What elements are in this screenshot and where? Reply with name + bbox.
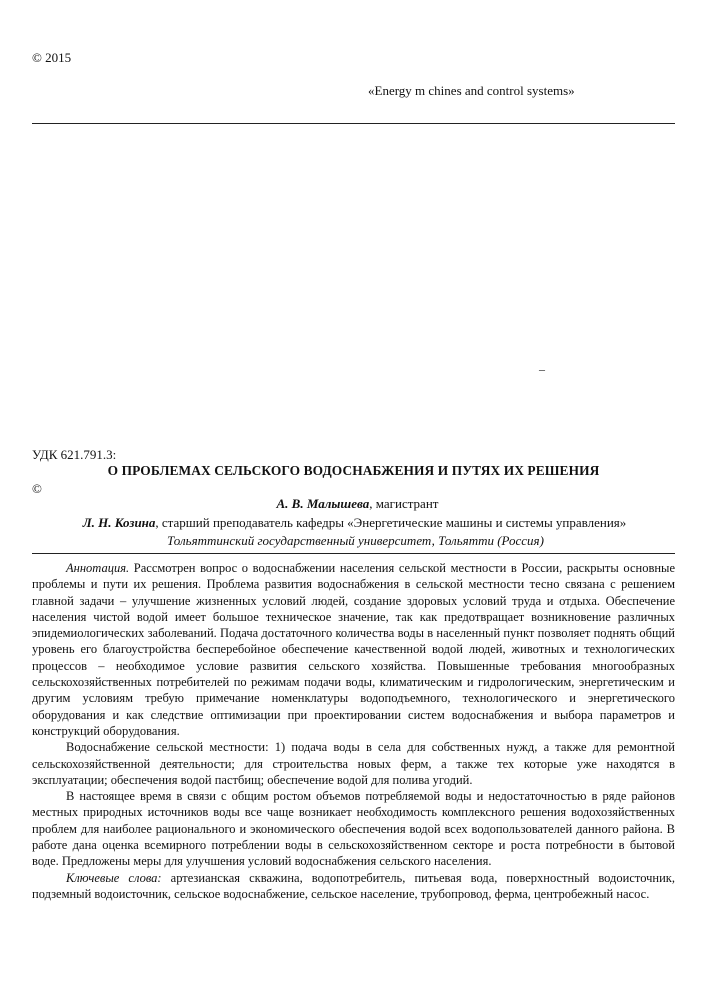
author-line-1 (32, 496, 675, 512)
keywords-paragraph (32, 870, 675, 903)
author-role: , старший преподаватель кафедры «Энергетические машины и системы управления» (155, 515, 627, 530)
header-copyright: © 2015 (32, 50, 72, 65)
abstract-paragraph (32, 560, 675, 739)
stray-mark: – (539, 362, 545, 376)
keywords-text: артезианская скважина, водопотребитель, питьевая вода, поверхностный водоисточник, подземный водоисточник, сельское водоснабжение, сельское население, трубопровод, ферма, центробежный насос. (32, 870, 675, 901)
body-paragraph-3: В настоящее время в связи с общим ростом объемов потребляемой воды и недостаточностью в ряде районов местных природных источников воды все чаще возникает необходимость комплексного решения водохозяйственных проблем для наиболее рационального и экономического обеспечения водой всех водопользователей данного района. В работе дана оценка всемирного потреблении воды в сельскохозяйственном секторе и роста потребности в бытовой воде. Предложены меры для улучшения условий водоснабжения сельского населения. (32, 789, 675, 869)
author-name: Л. Н. Козина (82, 515, 156, 530)
article-body (32, 560, 675, 902)
section-divider (32, 553, 675, 554)
abstract-label: Аннотация. (66, 561, 130, 575)
journal-name: «Energy m chines and control systems» (368, 83, 575, 98)
article-title: О ПРОБЛЕМАХ СЕЛЬСКОГО ВОДОСНАБЖЕНИЯ И ПУТЯХ ИХ РЕШЕНИЯ (107, 463, 600, 478)
author-role: , магистрант (369, 496, 439, 511)
author-name: А. В. Малышева (276, 496, 370, 511)
author-line-2 (32, 515, 675, 531)
abstract-text: Рассмотрен вопрос о водоснабжении населения сельской местности в России, раскрыты основные проблемы и пути их решения. Проблема развития водоснабжения в сельской местности тесно связана с решением главной задачи – улучшение жизненных условий людей, создание здоровых условий труда и отдыха. Обеспечение населения чистой водой имеет большое техническое значение, так как предотвращает возникновение различных эпидемиологических заболеваний. Подача достаточного количества воды в населенный пункт позволяет поднять общий уровень его благоустройства бесперебойное обеспечение качественной водой людей, животных и технологических процессов – необходимое условие развития сельского хозяйства. Повышенные требования многообразных сельскохозяйственных потребителей по режимам подачи воды, климатическим и гидрологическим, энергетическим и другим условиям требую примечание номенклатуры водоподъемного, технологического и энергетического оборудования и как следствие оптимизации при проектировании систем водоснабжения и выбора параметров и конструкций оборудования. (32, 561, 675, 738)
copyright-mark: © (32, 481, 42, 496)
keywords-label: Ключевые слова: (66, 870, 162, 885)
header-divider (32, 123, 675, 124)
body-paragraph-2: Водоснабжение сельской местности: 1) подача воды в села для собственных нужд, а также для ремонтной сельскохозяйственной деятельности; для строительства новых ферм, а также тех которые уже находятся в эксплуатации; обеспечения водой пастбищ; обеспечение водой для полива угодий. (32, 740, 675, 787)
affiliation: Тольяттинский государственный университет, Тольятти (Россия) (167, 533, 544, 548)
udk-code: УДК 621.791.3: (32, 447, 117, 462)
